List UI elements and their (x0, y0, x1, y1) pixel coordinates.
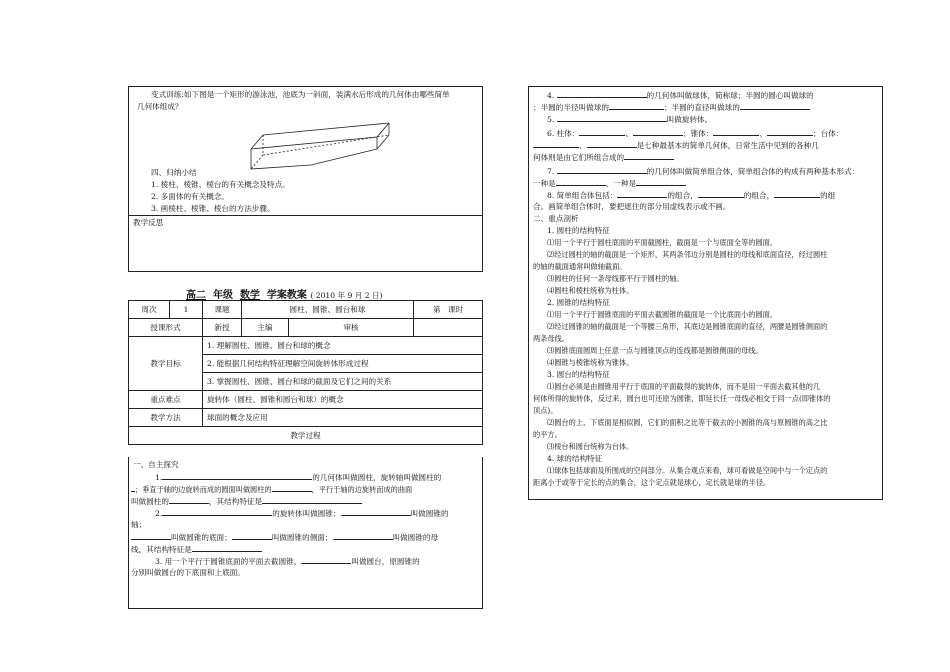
inquiry-line5: 叫做圆锥的底面； 叫做圆锥的侧面； 叫做圆锥的母 (131, 531, 438, 543)
form-label: 授课形式 (129, 319, 203, 337)
inquiry-line7: 3. 用一个平行于圆锥底面的平面去截圆锥， 叫做圆台，原圆锥的 (155, 557, 420, 566)
inquiry-box (128, 457, 483, 609)
inquiry-line4b: 轴； (131, 520, 147, 529)
method-label: 教学方法 (129, 409, 203, 427)
right-line7: 7. 的几何体叫做简单组合体，简单组合体的构成有两种基本形式： (547, 167, 860, 176)
cone-2b: 两条母线。 (533, 334, 569, 343)
frustum-heading: 3. 圆台的结构特征 (547, 370, 610, 379)
method-value: 球面的概念及应用 (203, 409, 483, 427)
editor-label: 主编 (242, 319, 289, 337)
summary-item-3: 3. 画棱柱、棱锥、棱台的方法步骤。 (151, 204, 275, 213)
title-doc: 学案教案 (266, 290, 307, 301)
right-panel (528, 86, 883, 500)
key-value: 旋转体（圆柱、圆锥和圆台和球）的概念 (203, 391, 483, 409)
right-line8: 一种是 ，一种是 (533, 177, 686, 189)
cone-4: ⑷圆锥与棱锥统称为锥体。 (547, 358, 634, 367)
reflection-label: 教学反思 (133, 218, 164, 227)
title-grade: 高二 (186, 290, 206, 301)
topic-value: 圆柱、圆锥、圆台和球 (242, 301, 414, 319)
plan-title (186, 286, 383, 301)
cylinder-heading: 1. 圆柱的结构特征 (547, 226, 610, 235)
sphere-1b: 距离小于或等于定长的点的集合，这个定点就是球心，定长就是球的半径。 (533, 478, 771, 487)
cylinder-3: ⑶圆柱的任何一条母线都平行于圆柱的轴。 (547, 274, 684, 283)
exercise-box (128, 86, 483, 272)
inquiry-line4: 2. 的旋转体叫做圆锥； 叫做圆锥的 (155, 509, 449, 518)
review-label: 审核 (289, 319, 414, 337)
exercise-line1: 变式训练:如下图是一个矩形的游泳池，池底为一斜面，装满水后形成的几何体由哪些简单 (151, 90, 450, 99)
right-line1: 4. 的几何体叫做球体，简称球；半圆的圆心叫做球的 (547, 91, 814, 100)
right-line6: 何体则是由它们所组合成的 (533, 151, 674, 163)
cylinder-2b: 的轴的截面通常叫做轴截面。 (533, 262, 627, 271)
cylinder-1: ⑴用一个平行于圆柱底面的平面截圆柱，截面是一个与底面全等的圆面。 (547, 238, 778, 247)
cylinder-2: ⑵经过圆柱的轴的截面是一个矩形，其两条邻边分别是圆柱的母线和底面直径，经过圆柱 (547, 250, 828, 259)
inquiry-line8: 分别叫做圆台的下底面和上底面。 (131, 568, 245, 577)
reflection-divider (129, 215, 482, 216)
title-date: ( 2010 年 9 月 2 日) (310, 291, 383, 300)
right-line9: 8. 简单组合体包括： 的组合， 的组合， 的组 (547, 191, 836, 200)
period-label: 第 课时 (414, 301, 483, 319)
frustum-1c: 顶点)。 (533, 406, 558, 415)
cone-3: ⑶圆锥底面圆周上任意一点与圆锥顶点的连线都是圆锥侧面的母线。 (547, 346, 763, 355)
frustum-2: ⑵圆台的上、下底面是相似圆，它们的面积之比等于截去的小圆锥的高与原圆锥的高之比 (547, 418, 828, 427)
summary-heading: 四、归纳小结 (151, 168, 197, 177)
sphere-heading: 4. 球的结构特征 (547, 454, 603, 463)
week-value: 1 (170, 301, 203, 319)
goal-1: 1. 理解圆柱、圆锥、圆台和球的概念 (203, 337, 483, 355)
cone-2: ⑵经过圆锥的轴的截面是一个等腰三角形，其底边是圆锥底面的直径，两腰是圆锥侧面的 (547, 322, 828, 331)
review-value (414, 319, 483, 337)
cone-1: ⑴用一个平行于圆锥底面的平面去截圆锥的截面是一个比底面小的圆面。 (547, 310, 778, 319)
frustum-1: ⑴圆台必须是由圆锥用平行于底面的平面截得的旋转体，而不是用一平面去截其他的几 (547, 382, 821, 391)
frustum-1b: 何体所得的旋转体，反过来，圆台也可还原为圆锥，即延长任一母线必相交于同一点(即锥体的 (533, 394, 831, 403)
lesson-plan-table (128, 300, 483, 445)
right-line10: 合。画简单组合体时，要把遮住的部分用虚线表示或不画。 (533, 202, 731, 211)
exercise-line2: 几何体组成？ (137, 102, 183, 111)
topic-label: 课题 (203, 301, 242, 319)
right-line3: 5. 叫做旋转体。 (547, 115, 713, 124)
cone-heading: 2. 圆锥的结构特征 (547, 298, 610, 307)
inquiry-line6: 线，其结构特征是 (131, 543, 262, 555)
key-label: 重点难点 (129, 391, 203, 409)
week-label: 周次 (129, 301, 170, 319)
goal-3: 3. 掌握圆柱、圆锥、圆台和球的截面及它们之间的关系 (203, 373, 483, 391)
frustum-3: ⑶棱台和圆台统称为台体。 (547, 442, 634, 451)
summary-item-1: 1. 棱柱、棱锥、棱台的有关概念及特点。 (151, 180, 290, 189)
right-line4: 6. 柱体： 、 ；锥体： 、 ；台体： (547, 129, 844, 138)
right-line5: 、 是七种最基本的简单几何体，日常生活中见到的各种几 (533, 139, 819, 151)
frustum-2b: 的平方。 (533, 430, 562, 439)
inquiry-line1: 1. 的几何体叫做圆柱，旋转轴叫做圆柱的 (155, 473, 442, 482)
title-subject: 数学 (239, 290, 260, 301)
inquiry-line2: ；垂直于轴的边旋转而成的圆面叫做圆柱的 ，平行于轴的边旋转而成的曲面 (131, 483, 412, 495)
title-grade-unit: 年级 (212, 290, 233, 301)
sphere-1: ⑴球体包括球面及所围成的空间部分。从集合观点来看，球可看做是空间中与一个定点的 (547, 466, 828, 475)
cylinder-4: ⑷圆柱和棱柱统称为柱体。 (547, 286, 634, 295)
process-label: 教学过程 (129, 427, 483, 445)
form-value: 新授 (203, 319, 242, 337)
goals-label: 教学目标 (129, 337, 203, 391)
analysis-heading: 二、重点剖析 (533, 214, 579, 223)
right-line2: ；半圆的半径叫做球的 ；半圆的直径叫做球的 (533, 101, 810, 113)
goal-2: 2. 能根据几何结构特征理解空间旋转体形成过程 (203, 355, 483, 373)
summary-item-2: 2. 多面体的有关概念。 (151, 192, 230, 201)
inquiry-line3: 叫做圆柱的 ，其结构特征是 (131, 495, 362, 507)
inquiry-heading: 一、自主探究 (133, 460, 179, 469)
